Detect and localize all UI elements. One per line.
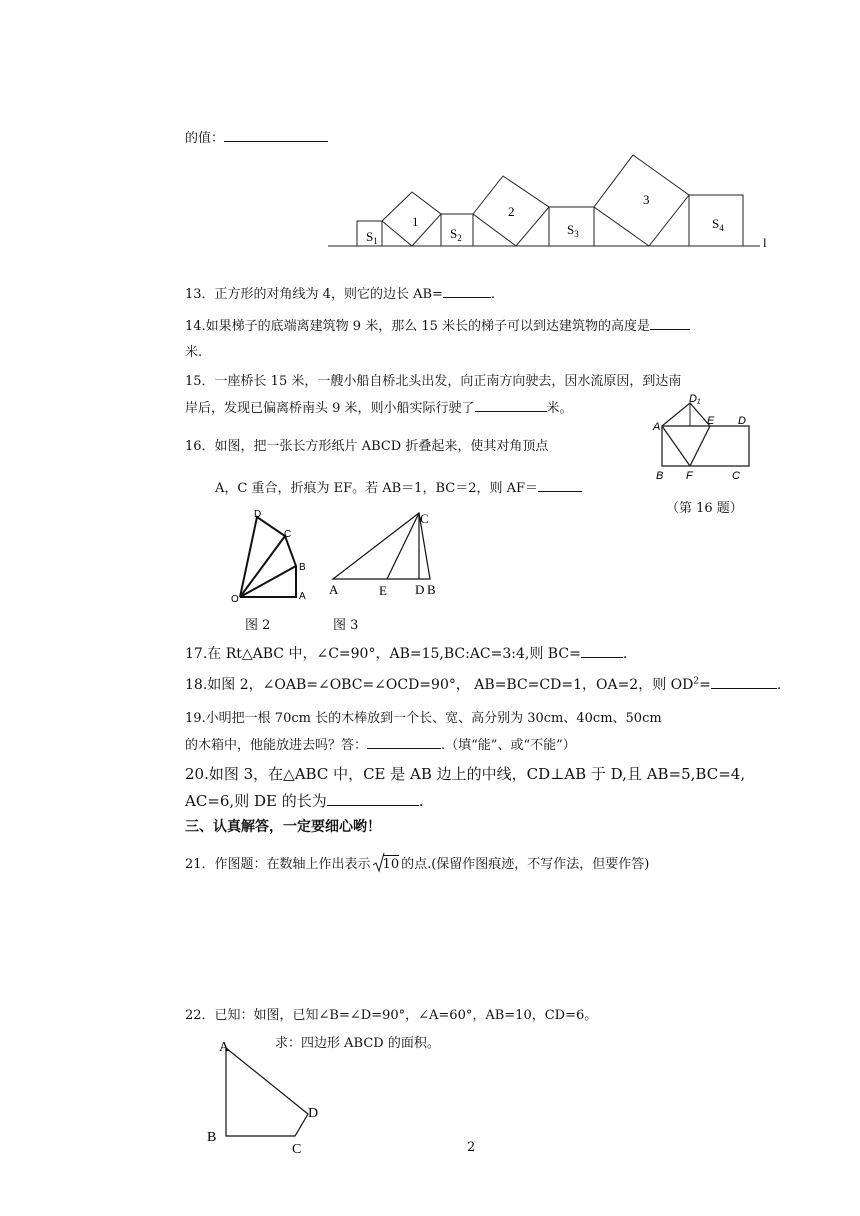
question-22-line1: 22．已知：如图，已知∠B=∠D=90°，∠A=60°，AB=10，CD=6。 xyxy=(185,1008,598,1023)
question-21: 21．作图题：在数轴上作出表示 10 的点.(保留作图痕迹，不写作法，但要作答) xyxy=(185,853,649,872)
question-18: 18.如图 2，∠OAB=∠OBC=∠OCD=90°， AB=BC=CD=1，OA=2，则 $OD^2=$ . xyxy=(185,676,782,693)
label-a: A xyxy=(653,421,661,433)
question-17: 17.在 Rt△ABC 中，∠C=90°，AB=15,BC:AC=3:4,则 BC= . xyxy=(185,646,628,662)
answer-blank xyxy=(581,644,623,658)
answer-blank xyxy=(443,284,491,298)
label-b: B xyxy=(207,1130,217,1145)
sqrt-expression: 10 xyxy=(373,857,400,872)
question-14-line1: 14.如果梯子的底端离建筑物 9 米，那么 15 米长的梯子可以到达建筑物的高度是 xyxy=(185,315,690,334)
median-ce xyxy=(387,513,419,579)
square-label: 3 xyxy=(643,192,650,207)
square-label: 2 xyxy=(508,204,515,219)
section-3-title: 三、认真解答，一定要细心哟！ xyxy=(185,819,381,835)
answer-blank xyxy=(327,792,419,806)
crease-ef xyxy=(690,426,710,466)
figure-16 xyxy=(650,393,760,483)
figure-3 xyxy=(323,506,443,601)
label-d: D xyxy=(254,509,262,520)
s-label: $S_2$ xyxy=(450,226,462,243)
label-b: B xyxy=(656,470,664,482)
line-label: l xyxy=(763,235,767,250)
s-label: $S_4$ xyxy=(712,216,724,233)
segment-af xyxy=(662,426,690,466)
label-a: A xyxy=(299,591,306,602)
question-15-line1: 15．一座桥长 15 米，一艘小船自桥北头出发，向正南方向驶去，因水流原因，到达南 xyxy=(185,374,682,389)
label-e: E xyxy=(707,415,715,427)
s-label: $S_1$ xyxy=(366,229,378,246)
segment-ob xyxy=(240,566,296,597)
figure-2 xyxy=(228,507,318,607)
page-number: 2 xyxy=(467,1140,476,1155)
label-c: C xyxy=(284,529,292,540)
question-14-line2: 米. xyxy=(185,345,203,360)
answer-blank xyxy=(650,316,690,330)
answer-blank xyxy=(475,398,547,412)
question-15-line2: 岸后，发现已偏离桥南头 9 米，则小船实际行驶了 米。 xyxy=(185,397,573,416)
square-label: 1 xyxy=(412,214,419,229)
label-o: O xyxy=(231,594,239,605)
answer-blank xyxy=(224,128,328,142)
question-20-line2: AC=6,则 DE 的长为 . xyxy=(185,792,424,810)
label-b: B xyxy=(427,582,436,597)
label-d: D xyxy=(738,415,746,427)
label-b: B xyxy=(299,562,306,573)
tilted-square-3 xyxy=(594,155,689,246)
answer-blank xyxy=(538,478,582,492)
question-19-line1: 19.小明把一根 70cm 长的木棒放到一个长、宽、高分别为 30cm、40cm、50cm xyxy=(185,711,662,726)
label-d: D xyxy=(415,582,425,597)
question-16-line2: A，C 重合，折痕为 EF。若 AB＝1，BC＝2，则 AF＝ xyxy=(215,477,582,496)
question-16-line1: 16．如图，把一张长方形纸片 ABCD 折叠起来，使其对角顶点 xyxy=(185,439,549,454)
question-13: 13．正方形的对角线为 4，则它的边长 AB= . xyxy=(185,283,495,302)
label-d1: D₁ xyxy=(689,393,701,405)
figure-2-caption: 图 2 xyxy=(245,618,271,633)
figure-22 xyxy=(200,1035,330,1160)
label-c: C xyxy=(420,511,429,526)
answer-blank xyxy=(711,675,777,689)
folded-flap xyxy=(662,403,710,426)
figure-16-caption: （第 16 题） xyxy=(666,501,743,516)
question-20-line1: 20.如图 3，在△ABC 中，CE 是 AB 边上的中线，CD⊥AB 于 D,且 AB=5,BC=4, xyxy=(185,765,746,783)
label-f: F xyxy=(686,470,693,482)
label-e: E xyxy=(379,583,387,598)
triangle-abc xyxy=(333,513,430,579)
label-a: A xyxy=(219,1040,230,1055)
label-c: C xyxy=(292,1142,302,1157)
top-label: 的值： xyxy=(185,127,328,146)
answer-blank xyxy=(367,735,441,749)
figure-3-caption: 图 3 xyxy=(333,618,359,633)
question-19-line2: 的木箱中，他能放进去吗？答： .（填“能”、或“不能”） xyxy=(185,734,576,753)
rectangle-abcd xyxy=(662,426,749,466)
s-label: $S_3$ xyxy=(567,222,579,239)
question-22-line2: 求：四边形 ABCD 的面积。 xyxy=(275,1036,440,1051)
label-d: D xyxy=(308,1106,319,1121)
label-c: C xyxy=(732,470,740,482)
label-a: A xyxy=(329,582,339,597)
quadrilateral-abcd xyxy=(226,1048,308,1136)
squares-figure xyxy=(328,150,788,250)
